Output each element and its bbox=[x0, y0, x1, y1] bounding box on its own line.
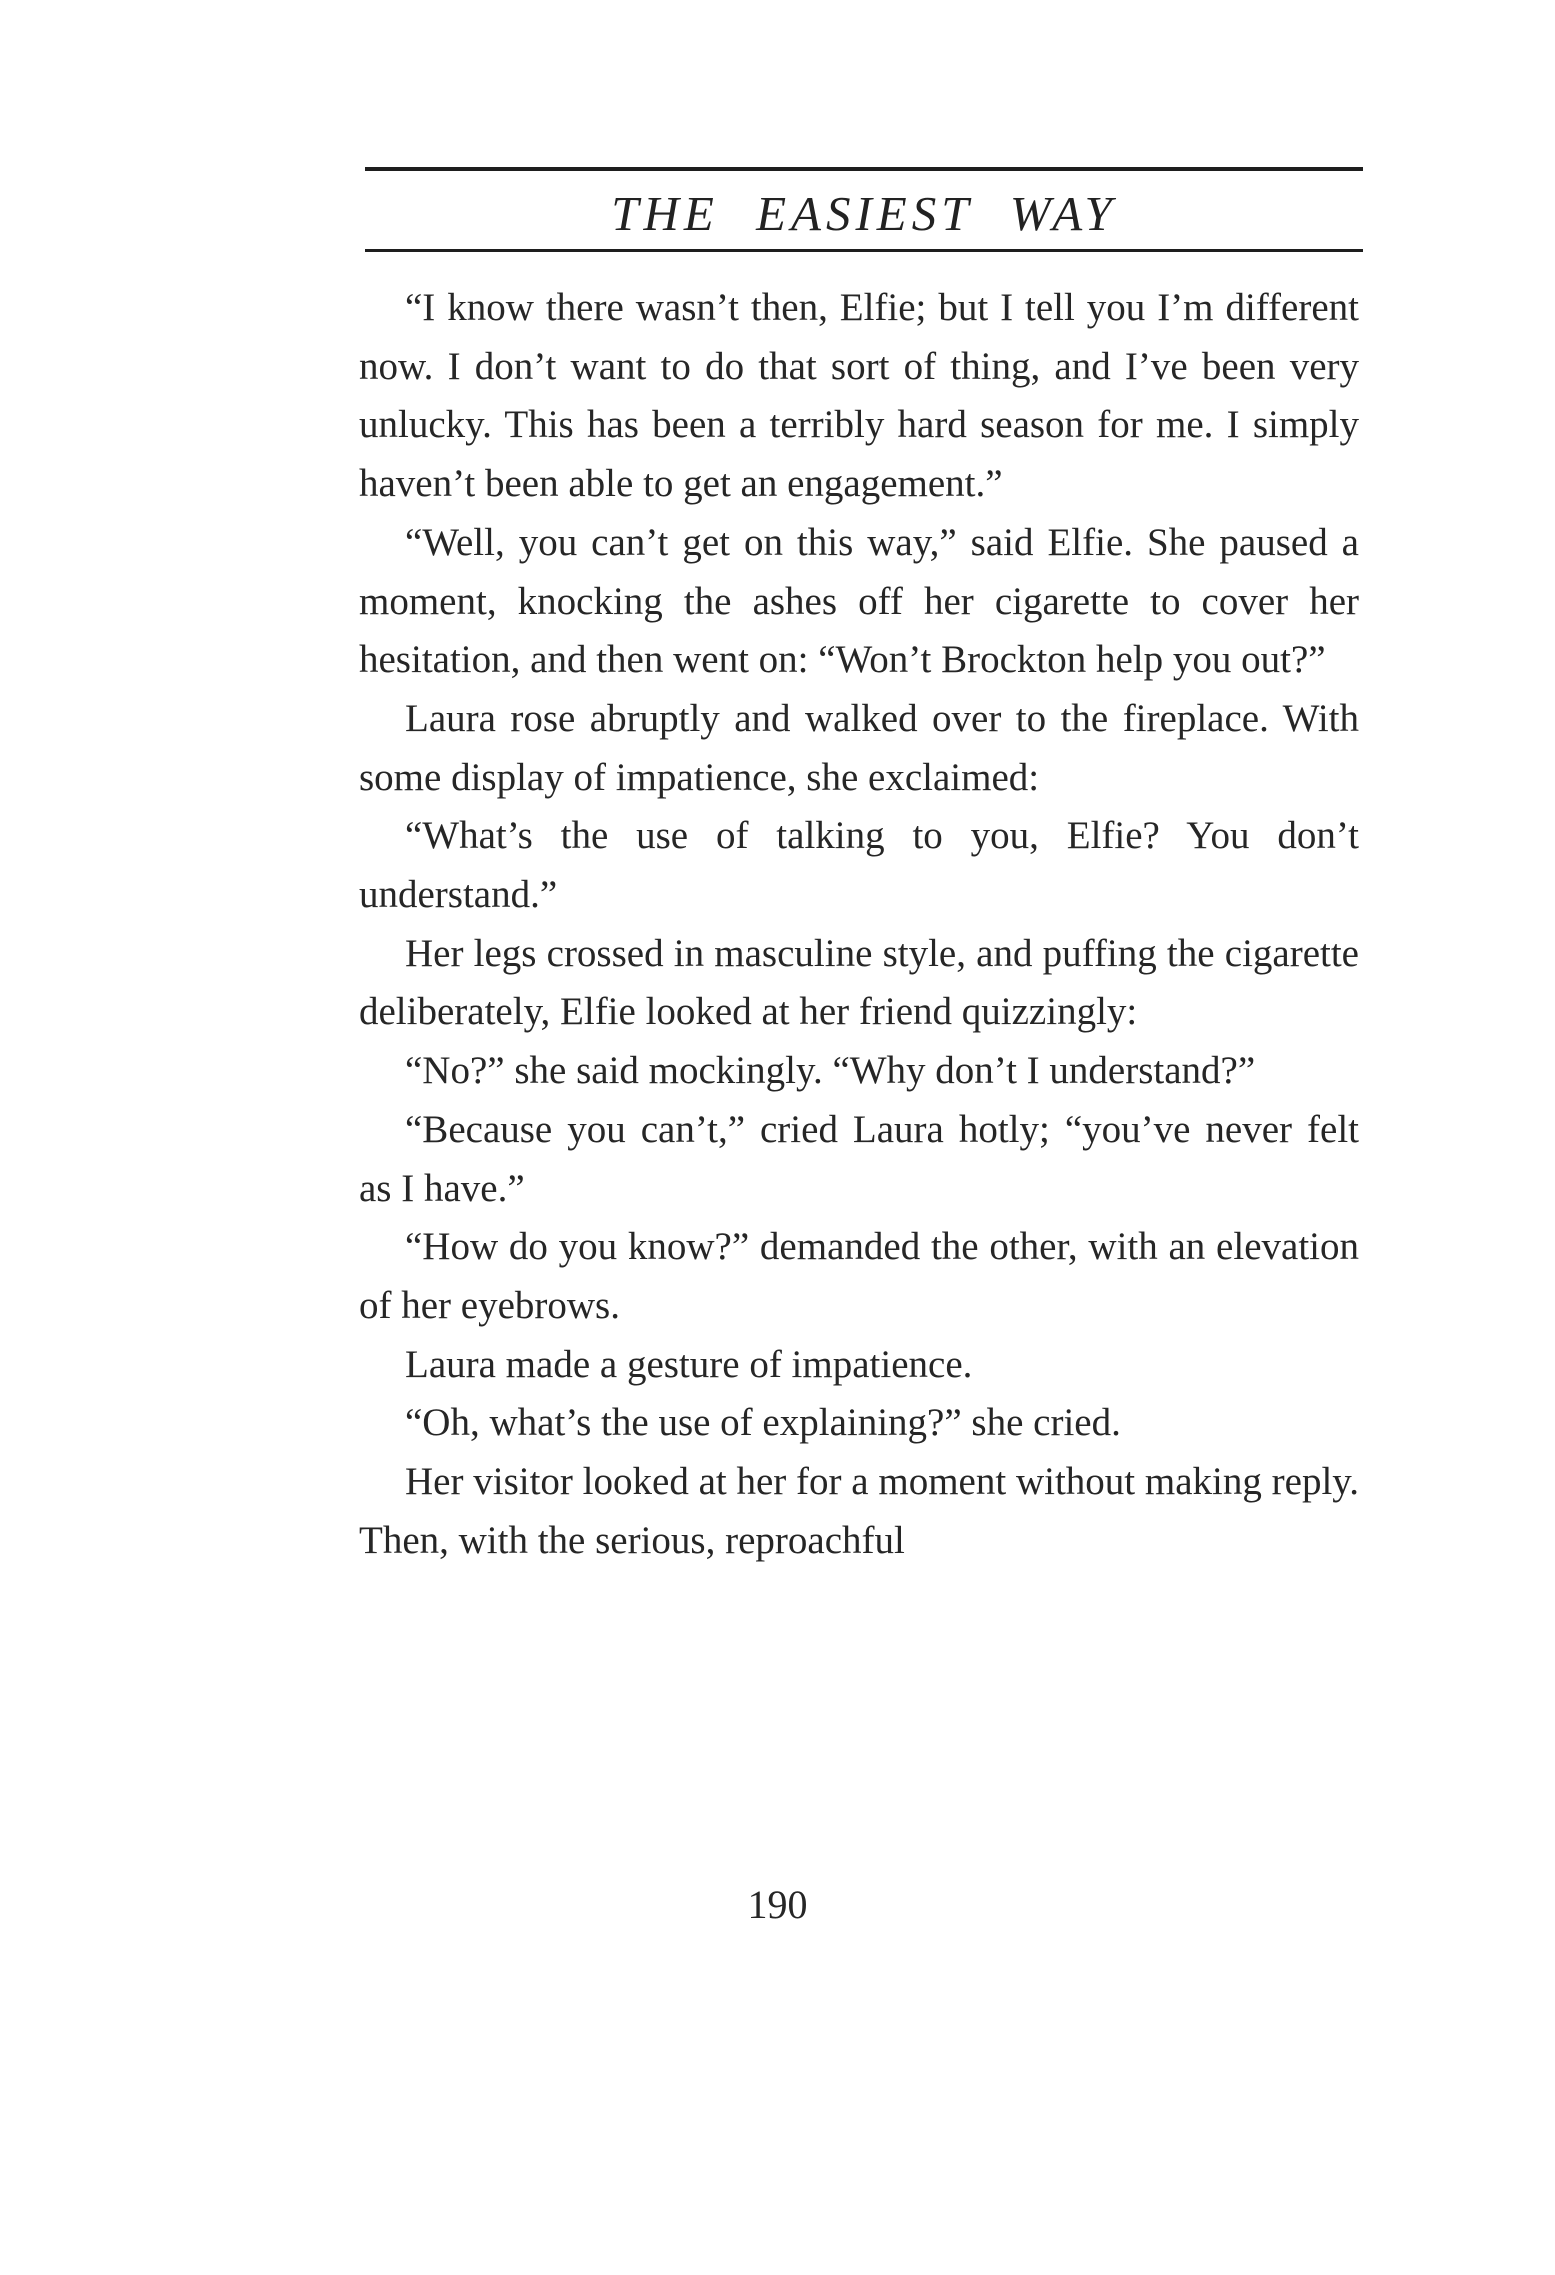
body-text bbox=[359, 279, 1359, 1570]
paragraph: Her visitor looked at her for a moment without making reply. Then, with the serious, reproachful bbox=[359, 1460, 1359, 1562]
paragraph: “Well, you can’t get on this way,” said Elfie. She paused a moment, knocking the ashes off her cigarette to cover her hesitation, and then went on: “Won’t Brockton help you out?” bbox=[359, 520, 1359, 682]
paragraph: Laura made a gesture of impatience. bbox=[405, 1342, 973, 1386]
paragraph: “How do you know?” demanded the other, with an elevation of her eyebrows. bbox=[359, 1225, 1359, 1327]
paragraph: Laura rose abruptly and walked over to the fireplace. With some display of impatience, she exclaimed: bbox=[359, 696, 1359, 799]
header-rule-top bbox=[365, 167, 1363, 171]
paragraph: “Because you can’t,” cried Laura hotly; “you’ve never felt as I have.” bbox=[359, 1107, 1359, 1210]
paragraph: “No?” she said mockingly. “Why don’t I understand?” bbox=[405, 1049, 1256, 1093]
header-rule-bottom bbox=[365, 249, 1363, 252]
paragraph: “I know there wasn’t then, Elfie; but I tell you I’m different now. I don’t want to do that sort of thing, and I’ve been very unlucky. This has been a terribly hard season for me. I simply haven’t been able to get an engagement.” bbox=[359, 286, 1359, 506]
paragraph: “What’s the use of talking to you, Elfie? You don’t understand.” bbox=[359, 814, 1359, 917]
paragraph: Her legs crossed in masculine style, and puffing the cigarette deliberately, Elfie looked at her friend quizzingly: bbox=[359, 931, 1359, 1034]
running-head: THE EASIEST WAY bbox=[611, 186, 1117, 241]
page-number: 190 bbox=[747, 1882, 808, 1927]
paragraph: “Oh, what’s the use of explaining?” she cried. bbox=[405, 1401, 1121, 1445]
